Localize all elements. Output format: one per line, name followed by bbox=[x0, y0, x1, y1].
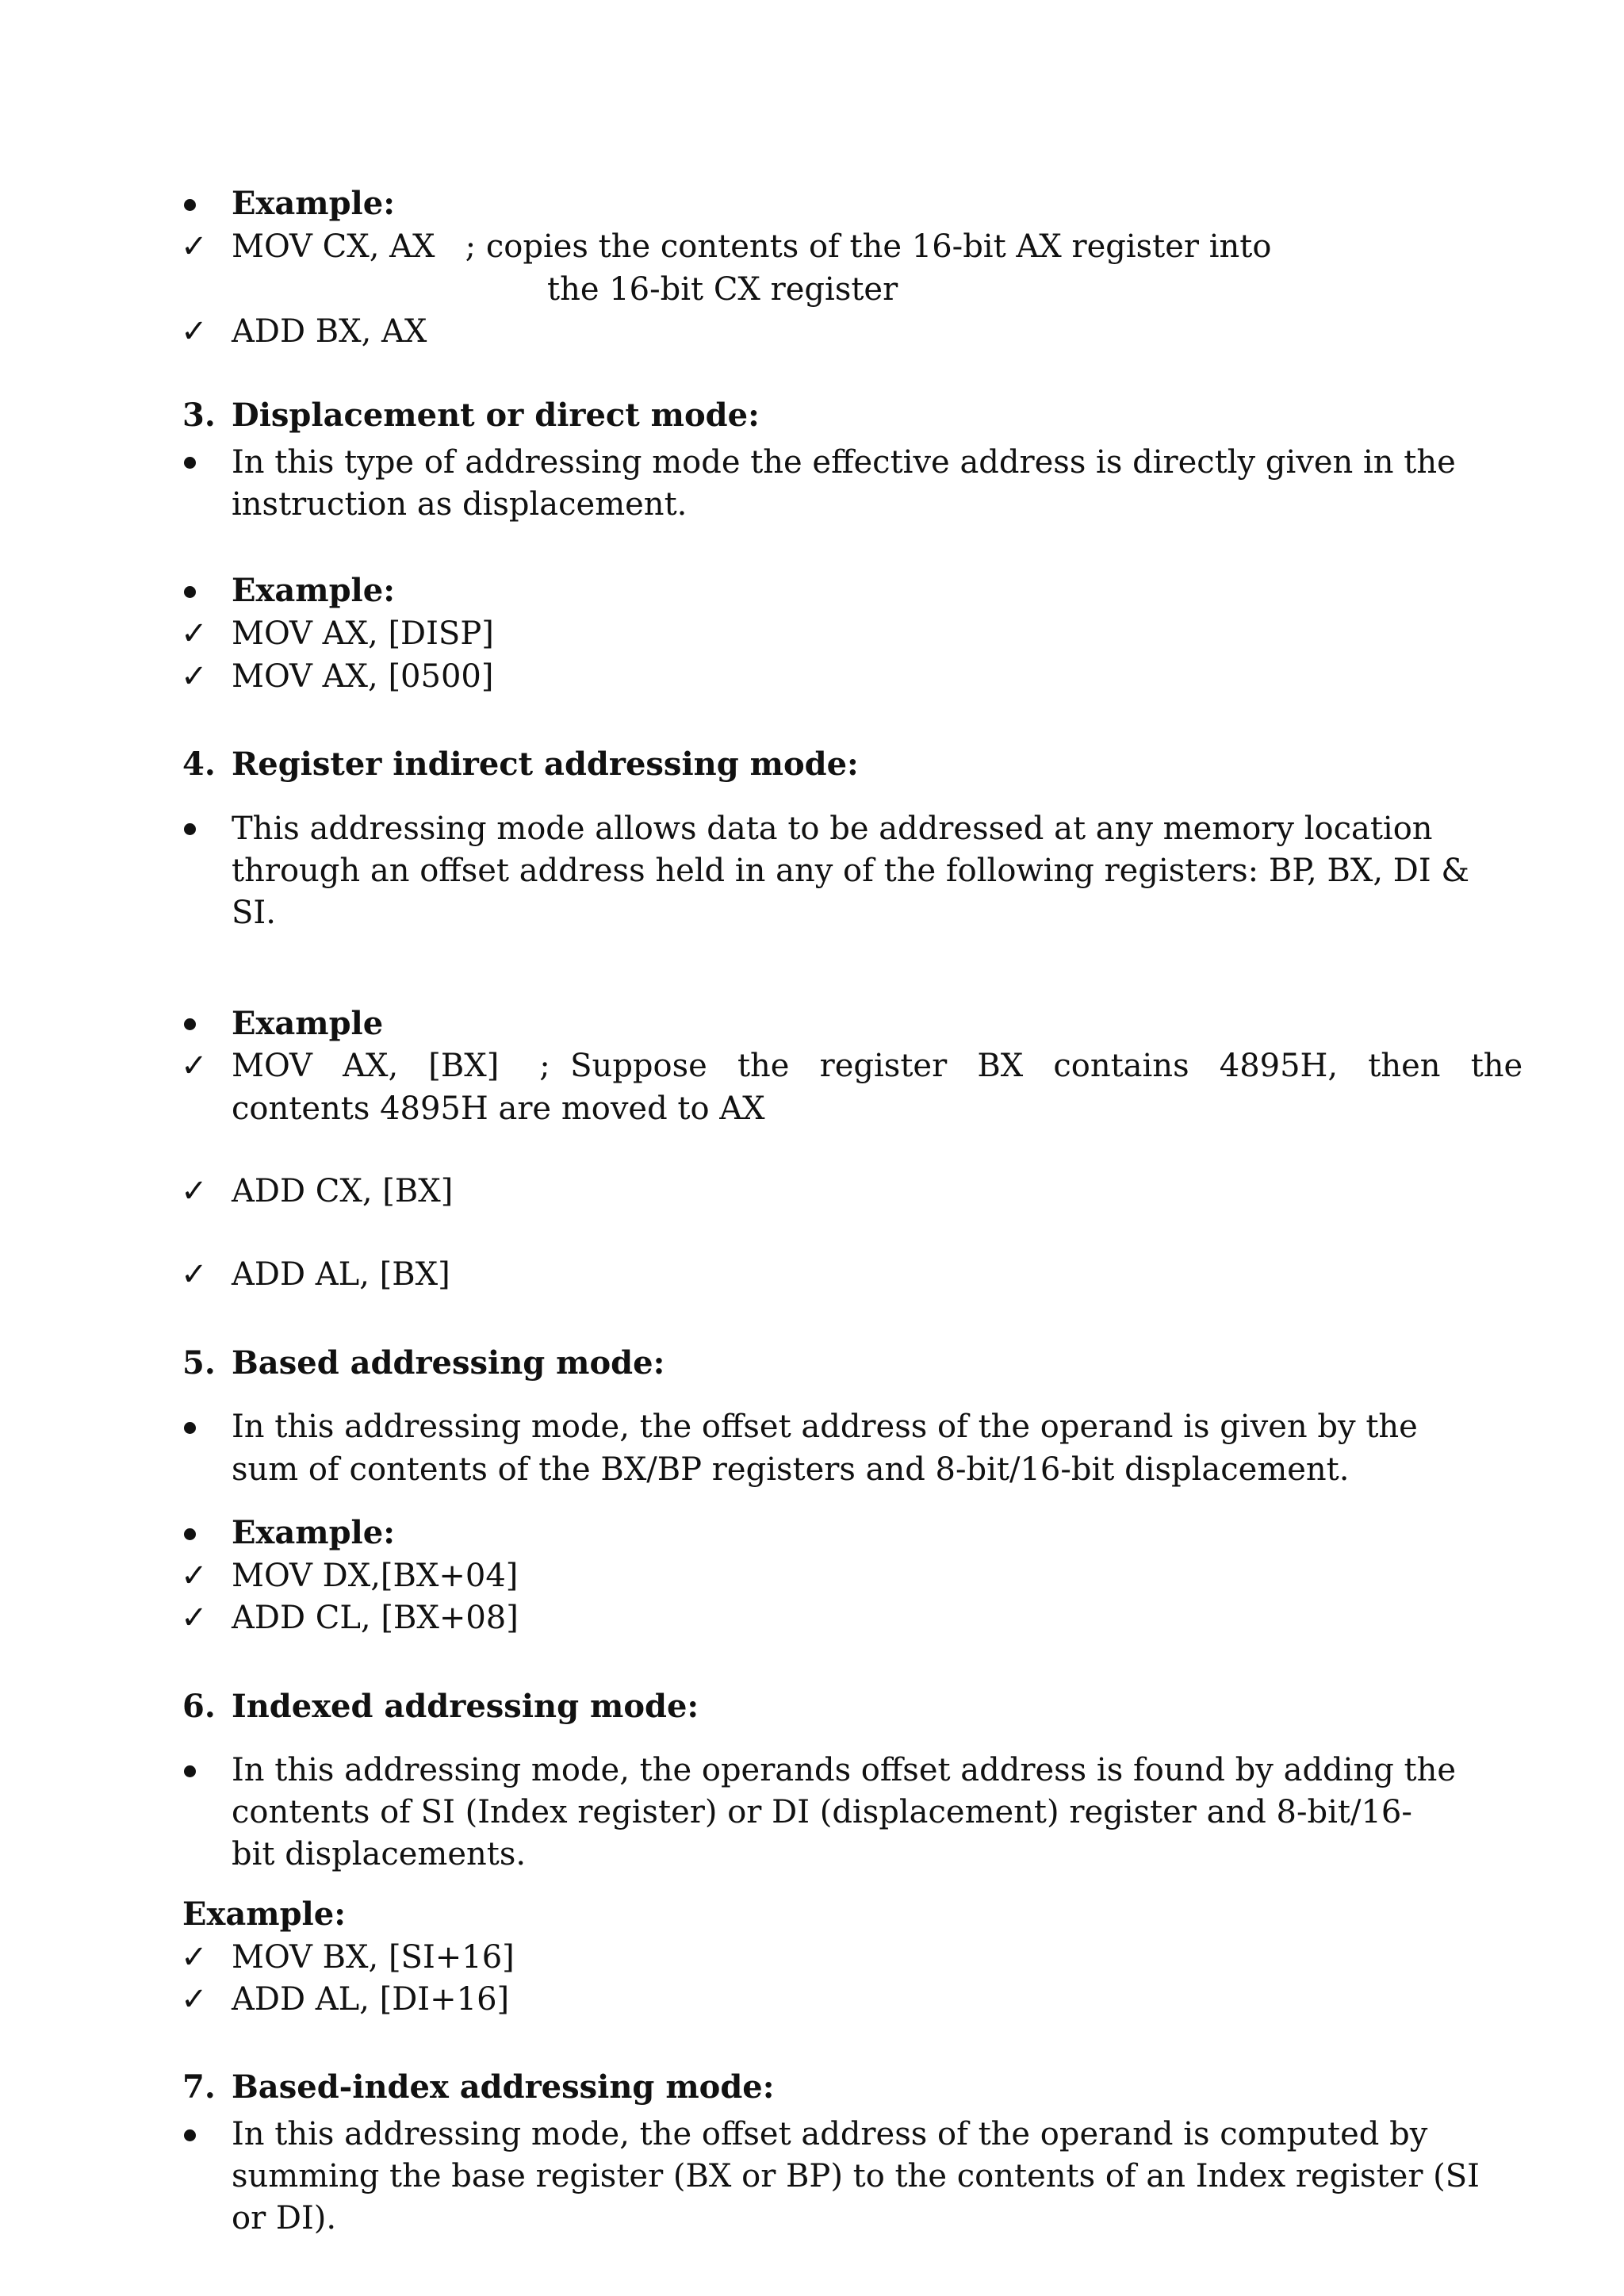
example-line: MOV CX, AX ; copies the contents of the 16-bit AX register into bbox=[232, 228, 1272, 265]
example-heading: Example bbox=[232, 1005, 384, 1042]
example-heading: Example: bbox=[232, 572, 395, 609]
check-icon: ✓ bbox=[181, 228, 208, 265]
example-heading: Example: bbox=[232, 185, 395, 222]
check-icon: ✓ bbox=[181, 1981, 208, 2018]
description-line: or DI). bbox=[232, 2200, 337, 2237]
description-line: bit displacements. bbox=[232, 1836, 527, 1872]
description-line: SI. bbox=[232, 895, 276, 931]
bullet-icon bbox=[184, 457, 196, 469]
description-line: summing the base register (BX or BP) to the contents of an Index register (SI bbox=[232, 2158, 1480, 2194]
check-icon: ✓ bbox=[181, 1558, 208, 1594]
example-line: MOV DX,[BX+04] bbox=[232, 1558, 519, 1594]
bullet-icon bbox=[184, 1422, 196, 1434]
section-number: 4. bbox=[182, 746, 216, 783]
bullet-icon bbox=[184, 1018, 196, 1030]
bullet-icon bbox=[184, 1765, 196, 1777]
example-line: MOV AX, [DISP] bbox=[232, 615, 494, 652]
description-line: This addressing mode allows data to be addressed at any memory location bbox=[232, 811, 1433, 847]
example-line: ADD CL, [BX+08] bbox=[232, 1600, 519, 1636]
check-icon: ✓ bbox=[181, 1600, 208, 1636]
example-line: ADD CX, [BX] bbox=[232, 1173, 454, 1209]
check-icon: ✓ bbox=[181, 313, 208, 350]
description-line: contents of SI (Index register) or DI (displacement) register and 8-bit/16- bbox=[232, 1794, 1412, 1830]
example-line: MOV AX, [BX] ; Suppose the register BX contains 4895H, then the bbox=[232, 1048, 1523, 1084]
section-title: Register indirect addressing mode: bbox=[232, 746, 859, 783]
example-line: ADD BX, AX bbox=[232, 313, 427, 350]
section-number: 7. bbox=[182, 2068, 216, 2106]
example-line-continuation: contents 4895H are moved to AX bbox=[232, 1091, 765, 1127]
section-title: Based-index addressing mode: bbox=[232, 2068, 775, 2106]
section-number: 5. bbox=[182, 1344, 216, 1382]
description-line: In this type of addressing mode the effective address is directly given in the bbox=[232, 444, 1456, 481]
description-line: In this addressing mode, the offset address of the operand is computed by bbox=[232, 2116, 1428, 2152]
bullet-icon bbox=[184, 823, 196, 835]
bullet-icon bbox=[184, 2129, 196, 2141]
example-line: ADD AL, [DI+16] bbox=[232, 1981, 510, 2018]
bullet-icon bbox=[184, 586, 196, 598]
example-heading: Example: bbox=[182, 1895, 346, 1933]
example-line: ADD AL, [BX] bbox=[232, 1256, 450, 1293]
example-line: MOV BX, [SI+16] bbox=[232, 1939, 515, 1976]
example-heading: Example: bbox=[232, 1514, 395, 1551]
section-title: Displacement or direct mode: bbox=[232, 397, 760, 434]
description-line: In this addressing mode, the offset address of the operand is given by the bbox=[232, 1409, 1418, 1445]
description-line: through an offset address held in any of the following registers: BP, BX, DI & bbox=[232, 853, 1469, 889]
description-line: instruction as displacement. bbox=[232, 486, 688, 523]
section-title: Indexed addressing mode: bbox=[232, 1688, 699, 1725]
description-line: sum of contents of the BX/BP registers and 8-bit/16-bit displacement. bbox=[232, 1451, 1350, 1488]
section-number: 6. bbox=[182, 1688, 216, 1725]
check-icon: ✓ bbox=[181, 1256, 208, 1293]
example-line-continuation: the 16-bit CX register bbox=[547, 271, 898, 308]
bullet-icon bbox=[184, 1528, 196, 1540]
bullet-icon bbox=[184, 199, 196, 211]
example-line: MOV AX, [0500] bbox=[232, 658, 494, 695]
section-title: Based addressing mode: bbox=[232, 1344, 665, 1382]
section-number: 3. bbox=[182, 397, 216, 434]
check-icon: ✓ bbox=[181, 615, 208, 652]
check-icon: ✓ bbox=[181, 1939, 208, 1976]
check-icon: ✓ bbox=[181, 1173, 208, 1209]
check-icon: ✓ bbox=[181, 1048, 208, 1084]
check-icon: ✓ bbox=[181, 658, 208, 695]
description-line: In this addressing mode, the operands offset address is found by adding the bbox=[232, 1752, 1457, 1788]
